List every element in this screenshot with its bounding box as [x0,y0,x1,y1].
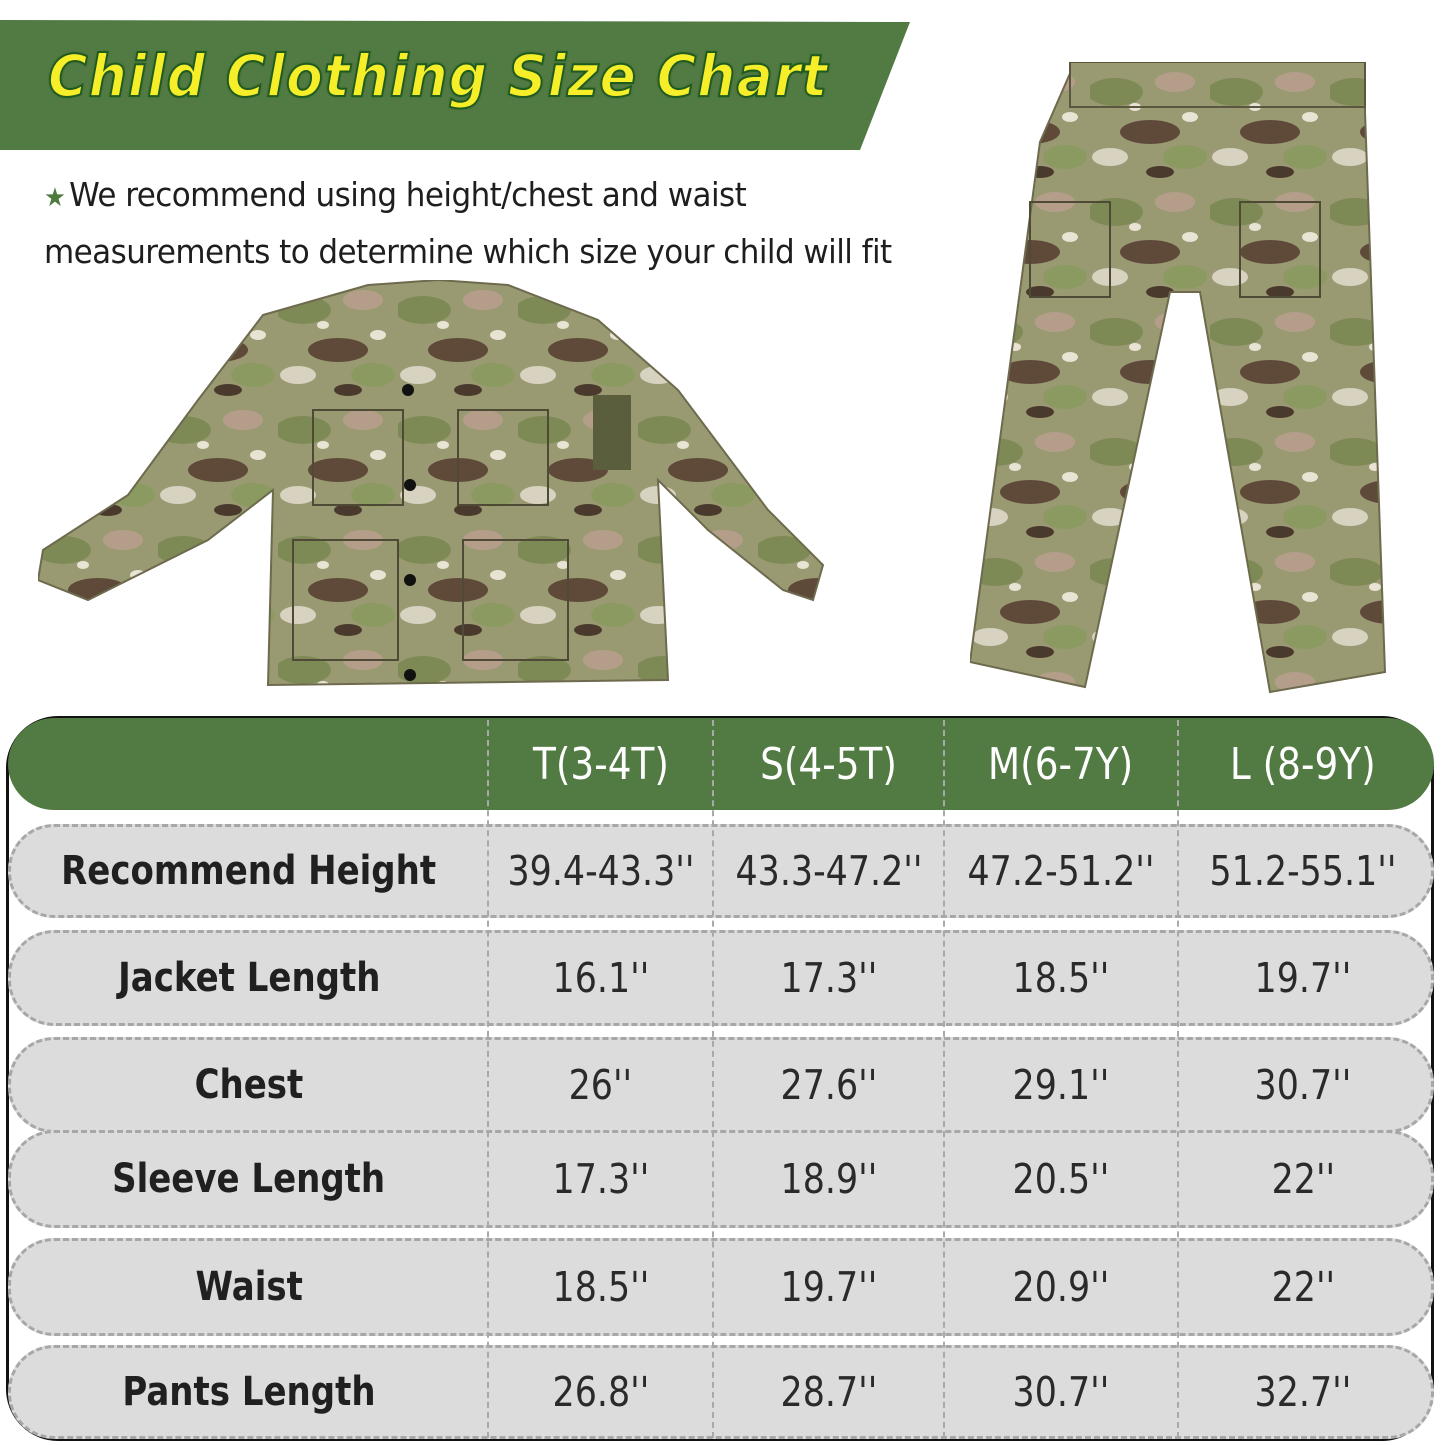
cell-sleeve-s: 18.9'' [780,1155,877,1203]
cell-height-t: 39.4-43.3'' [507,847,694,895]
cell-pants-l: 32.7'' [1254,1368,1352,1416]
cell-chest-l: 30.7'' [1254,1061,1352,1109]
star-icon: ★ [44,183,66,213]
row-label-height: Recommend Height [61,848,437,894]
column-header-m: M(6-7Y) [988,738,1134,790]
cell-sleeve-t: 17.3'' [552,1155,649,1203]
column-header-t: T(3-4T) [532,738,669,790]
title-banner [0,20,912,150]
cell-pants-t: 26.8'' [552,1368,649,1416]
recommendation-note [44,168,892,278]
column-header-l: L (8-9Y) [1230,738,1376,790]
cell-height-l: 51.2-55.1'' [1209,847,1397,895]
cell-waist-l: 22'' [1271,1263,1335,1311]
cell-chest-t: 26'' [568,1061,633,1109]
cell-jacket-s: 17.3'' [780,954,877,1002]
column-header-s: S(4-5T) [760,738,897,790]
cell-chest-m: 29.1'' [1012,1061,1110,1109]
cell-jacket-m: 18.5'' [1012,954,1110,1002]
row-label-chest: Chest [194,1062,304,1108]
cell-waist-m: 20.9'' [1012,1263,1110,1311]
cell-sleeve-l: 22'' [1271,1155,1335,1203]
row-label-sleeve-length: Sleeve Length [112,1156,386,1202]
jacket-image [38,280,828,695]
cell-height-m: 47.2-51.2'' [967,847,1155,895]
cell-pants-s: 28.7'' [780,1368,877,1416]
row-label-pants-length: Pants Length [122,1369,376,1415]
row-label-jacket-length: Jacket Length [117,955,381,1001]
cell-height-s: 43.3-47.2'' [735,847,922,895]
cell-chest-s: 27.6'' [780,1061,877,1109]
row-label-waist: Waist [195,1264,303,1310]
page-title: Child Clothing Size Chart [48,42,829,110]
note-line-1: We recommend using height/chest and waist [69,175,747,214]
pants-image [970,62,1390,694]
cell-waist-s: 19.7'' [780,1263,877,1311]
cell-waist-t: 18.5'' [552,1263,649,1311]
cell-pants-m: 30.7'' [1012,1368,1110,1416]
cell-sleeve-m: 20.5'' [1012,1155,1110,1203]
cell-jacket-l: 19.7'' [1254,954,1352,1002]
cell-jacket-t: 16.1'' [552,954,649,1002]
note-line-2: measurements to determine which size your child will fit [44,232,892,271]
